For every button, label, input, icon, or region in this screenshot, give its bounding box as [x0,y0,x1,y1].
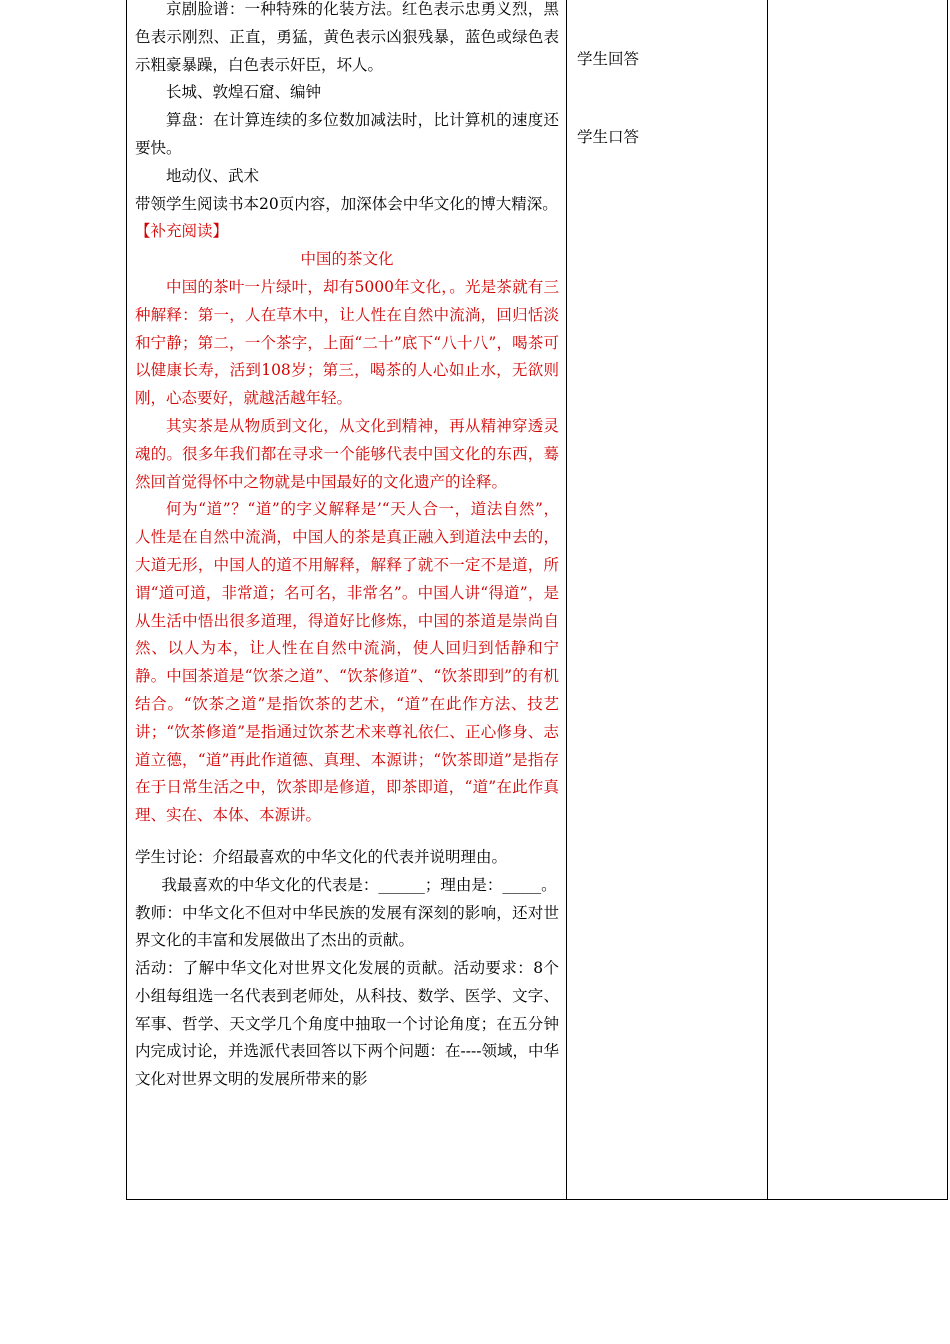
column-divider-2 [767,0,768,1199]
supplement-label: 【补充阅读】 [135,222,229,241]
reading-instruction: 带领学生阅读书本20页内容，加深体会中华文化的博大精深。 [135,194,558,213]
abacus-paragraph: 算盘：在计算连续的多位数加减法时，比计算机的速度还要快。 [135,111,559,157]
student-discussion: 学生讨论：介绍最喜欢的中华文化的代表并说明理由。 [135,847,508,866]
student-oral-answer-label: 学生口答 [577,128,640,146]
column-divider-1 [566,0,567,1199]
favorite-fill-in: 我最喜欢的中华文化的代表是：______；理由是：_____。 [161,875,557,894]
student-answer-label: 学生回答 [577,50,640,68]
teaching-content-column [135,0,559,1094]
heritage-list: 长城、敦煌石窟、编钟 [166,83,322,102]
tea-paragraph-3: 何为“道”？“道”的字义解释是’“天人合一，道法自然”，人性是在自然中流淌，中国人的茶是真正融入到道法中去的，大道无形，中国人的道不用解释，解释了就不一定不是道，所谓“道可道，非常道；名可名，非常名”。中国人讲“得道”，是从生活中悟出很多道理，得道好比修炼，中国的茶道是崇尚自然、以人为本，让人性在自然中流淌，使人回归到恬静和宁静。中国茶道是“饮茶之道”、“饮茶修道”、“饮茶即到”的有机结合。“饮茶之道”是指饮茶的艺术，“道”在此作方法、技艺讲；“饮茶修道”是指通过饮茶艺术来尊礼依仁、正心修身、志道立德，“道”再此作道德、真理、本源讲；“饮茶即道”是指存在于日常生活之中，饮茶即是修道，即茶即道，“道”在此作真理、实在、本体、本源讲。 [135,500,559,825]
tea-culture-title: 中国的茶文化 [300,250,394,269]
tea-paragraph-1: 中国的茶叶一片绿叶，却有5000年文化，。光是茶就有三种解释：第一，人在草木中，让人性在自然中流淌，回归恬淡和宁静；第二，一个茶字，上面“二十”底下“八十八”，喝茶可以健康长寿，活到108岁；第三，喝茶的人心如止水，无欲则刚，心态要好，就越活越年轻。 [135,277,559,408]
opera-mask-paragraph: 京剧脸谱：一种特殊的化装方法。红色表示忠勇义烈，黑色表示刚烈、正直，勇猛，黄色表示凶狠残暴，蓝色或绿色表示粗豪暴躁，白色表示奸臣，坏人。 [135,0,559,74]
tea-paragraph-2: 其实茶是从物质到文化，从文化到精神，再从精神穿透灵魂的。很多年我们都在寻求一个能够代表中国文化的东西，蓦然回首觉得怀中之物就是中国最好的文化遗产的诠释。 [135,416,559,491]
seismograph-list: 地动仪、武术 [166,166,260,185]
activity-description: 活动：了解中华文化对世界文化发展的贡献。活动要求：8个小组每组选一名代表到老师处，从科技、数学、医学、文字、军事、哲学、天文学几个角度中抽取一个讨论角度；在五分钟内完成讨论，并选派代表回答以下两个问题：在----领域，中华文化对世界文明的发展所带来的影 [135,959,559,1089]
teacher-remark: 教师：中华文化不但对中华民族的发展有深刻的影响，还对世界文化的丰富和发展做出了杰出的贡献。 [135,903,559,950]
lesson-plan-table [126,0,948,1200]
